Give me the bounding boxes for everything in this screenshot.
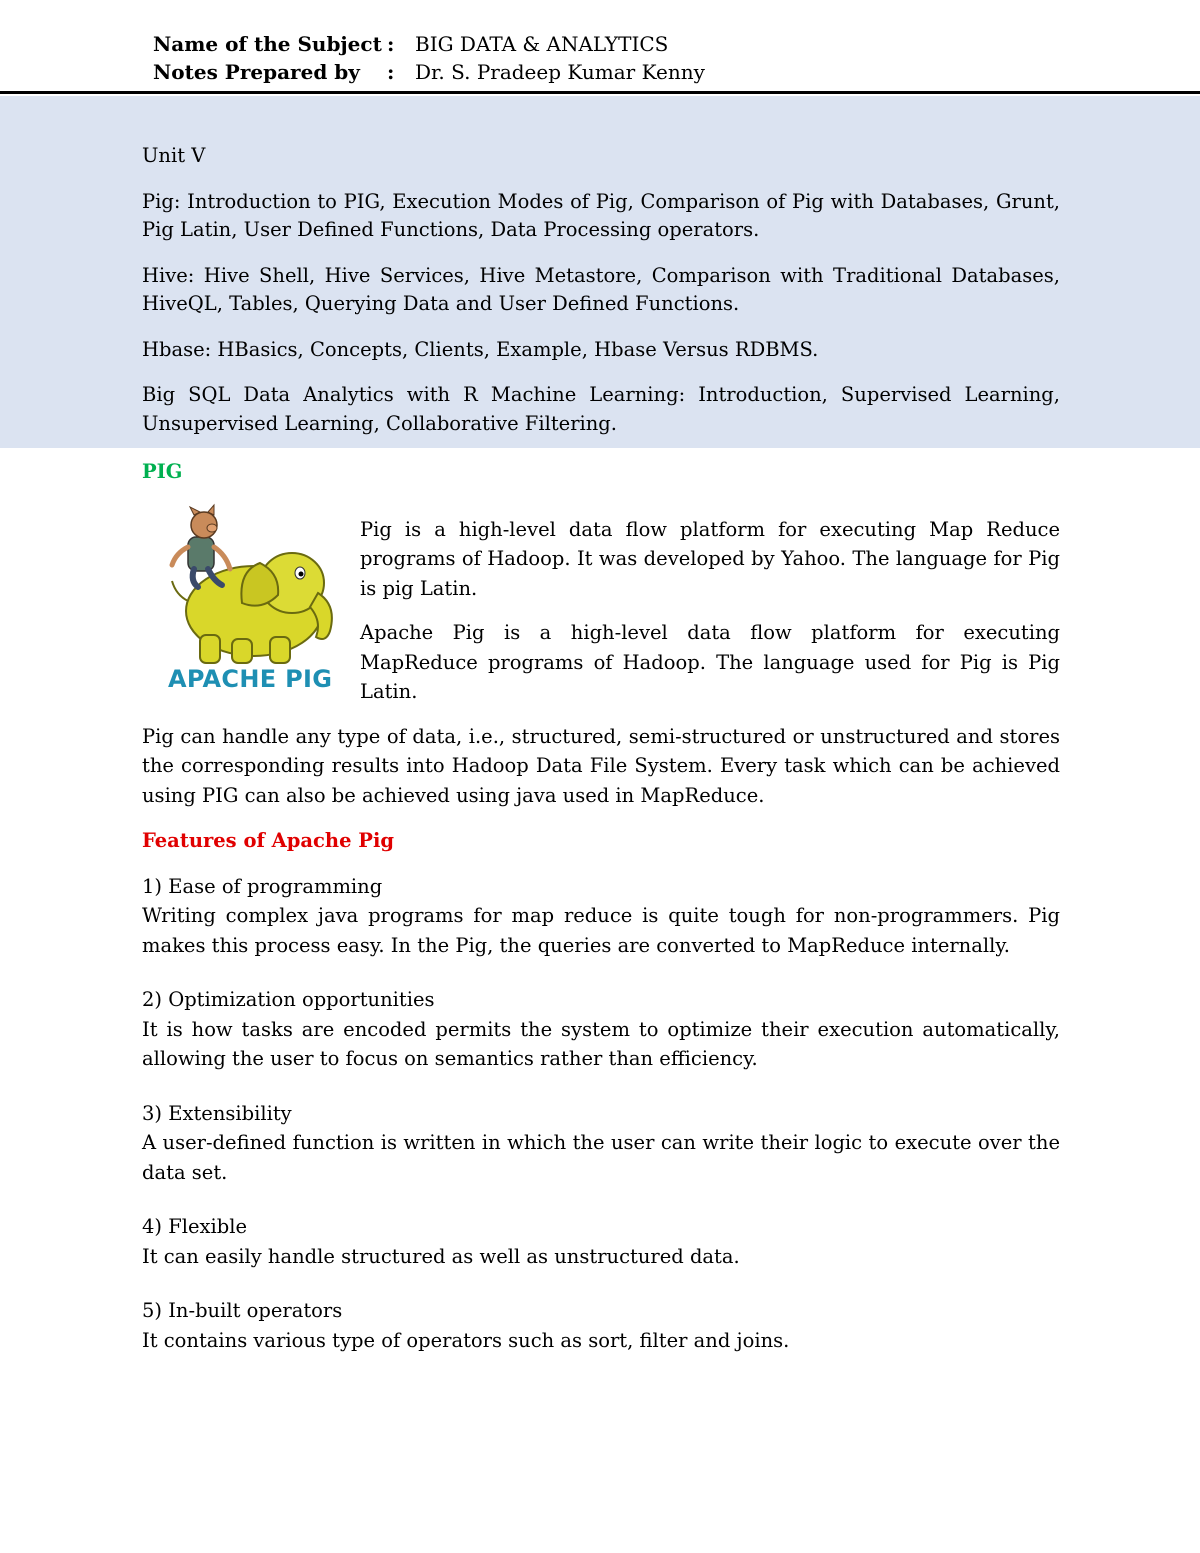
syllabus-item-pig: Pig: Introduction to PIG, Execution Modes of Pig, Comparison of Pig with Databases, Grunt, Pig Latin, User Defined Functions, Data Processing operators.	[142, 189, 1060, 241]
feature-item	[142, 1099, 1060, 1188]
subject-value: BIG DATA & ANALYTICS	[415, 32, 669, 56]
notes-label: Notes Prepared by	[153, 60, 360, 84]
pig-paragraph-3: Pig can handle any type of data, i.e., structured, semi-structured or unstructured and stores the corresponding results into Hadoop Data File System. Every task which can be achieved using PIG can also be achieved using java used in MapReduce.	[142, 724, 1060, 807]
feature-title: 4) Flexible	[142, 1215, 248, 1238]
syllabus-item-hive: Hive: Hive Shell, Hive Services, Hive Metastore, Comparison with Traditional Databases, HiveQL, Tables, Querying Data and User Defined Functions.	[142, 263, 1060, 315]
header-divider	[0, 91, 1200, 94]
subject-label: Name of the Subject	[153, 32, 382, 56]
feature-title: 1) Ease of programming	[142, 874, 383, 898]
main-content	[142, 457, 1060, 1380]
document-header	[153, 30, 705, 86]
feature-title: 2) Optimization opportunities	[142, 988, 435, 1011]
pig-paragraph-2: Apache Pig is a high-level data flow platform for executing MapReduce programs of Hadoop. The language used for Pig is Pig Latin.	[360, 621, 1060, 703]
subject-row	[153, 30, 705, 58]
syllabus-content	[142, 142, 1060, 455]
syllabus-item-hbase: Hbase: HBasics, Concepts, Clients, Example, Hbase Versus RDBMS.	[142, 337, 819, 361]
syllabus-item-bigsql: Big SQL Data Analytics with R Machine Learning: Introduction, Supervised Learning, Unsupervised Learning, Collaborative Filtering.	[142, 383, 1060, 435]
notes-value: Dr. S. Pradeep Kumar Kenny	[415, 60, 705, 84]
feature-desc: It contains various type of operators such as sort, filter and joins.	[142, 1328, 790, 1352]
subject-colon: :	[387, 32, 395, 56]
syllabus-box	[0, 96, 1200, 448]
pig-section-title: PIG	[142, 460, 183, 483]
feature-title: 5) In-built operators	[142, 1299, 343, 1322]
feature-item	[142, 1296, 1060, 1355]
feature-desc: A user-defined function is written in which the user can write their logic to execute over the data set.	[142, 1131, 1060, 1184]
feature-item	[142, 872, 1060, 961]
feature-title: 3) Extensibility	[142, 1101, 292, 1125]
feature-item	[142, 1212, 1060, 1271]
feature-desc: It is how tasks are encoded permits the system to optimize their execution automatically, allowing the user to focus on semantics rather than efficiency.	[142, 1017, 1060, 1070]
feature-desc: It can easily handle structured as well as unstructured data.	[142, 1244, 740, 1268]
apache-pig-logo	[142, 503, 342, 703]
elephant-pig-icon	[142, 503, 342, 668]
features-section-title: Features of Apache Pig	[142, 829, 394, 852]
logo-text: APACHE PIG	[168, 664, 333, 693]
pig-paragraph-1: Pig is a high-level data flow platform for executing Map Reduce programs of Hadoop. It was developed by Yahoo. The language for Pig is pig Latin.	[360, 517, 1060, 600]
notes-row	[153, 58, 705, 86]
notes-colon: :	[387, 60, 395, 84]
unit-heading: Unit V	[142, 144, 206, 167]
feature-item	[142, 985, 1060, 1074]
feature-desc: Writing complex java programs for map reduce is quite tough for non-programmers. Pig makes this process easy. In the Pig, the queries are converted to MapReduce internally.	[142, 904, 1060, 957]
